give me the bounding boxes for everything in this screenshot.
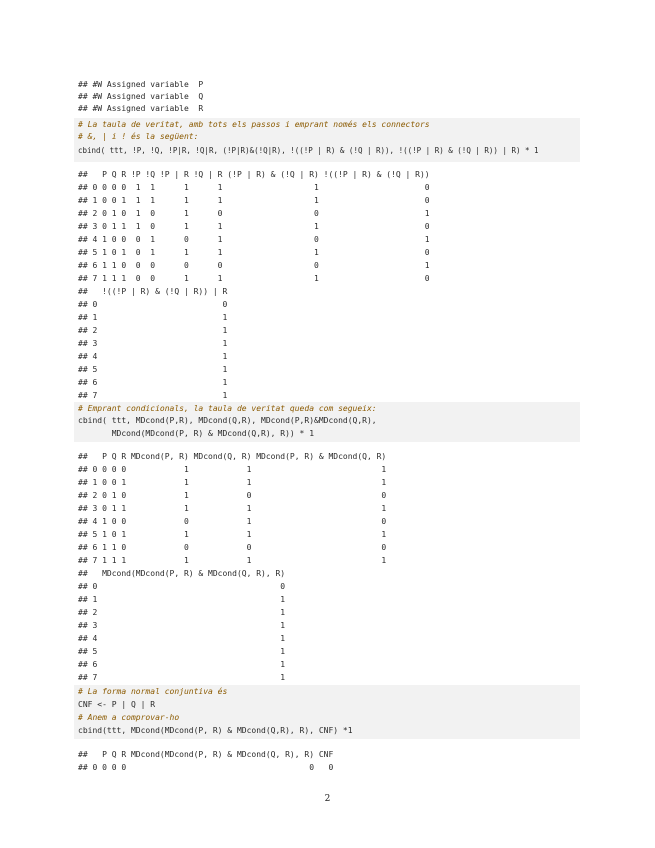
code-comment: # Anem a comprovar-ho bbox=[78, 713, 180, 722]
output-line: ## 0 0 0 0 1 1 1 bbox=[78, 465, 387, 474]
output-line: ## 6 1 1 0 0 0 0 0 0 1 bbox=[78, 261, 430, 270]
page-number: 2 bbox=[324, 794, 331, 804]
output-line: ## P Q R MDcond(MDcond(P, R) & MDcond(Q, R), R) CNF bbox=[78, 750, 334, 759]
output-line: ## 0 0 0 0 1 1 1 1 1 0 bbox=[78, 183, 430, 192]
code-line: MDcond(MDcond(P, R) & MDcond(Q,R), R)) * 1 bbox=[78, 429, 315, 438]
code-line: cbind( ttt, !P, !Q, !P|R, !Q|R, (!P|R)&(!Q|R), !((!P | R) & (!Q | R)), !((!P | R) & (!Q | R)) | R) * 1 bbox=[78, 146, 539, 155]
output-line: ## #W Assigned variable R bbox=[78, 104, 204, 113]
output-line: ## 0 0 bbox=[78, 582, 286, 591]
output-line: ## 5 1 0 1 1 1 1 bbox=[78, 530, 387, 539]
output-line: ## 7 1 1 1 0 0 1 1 1 0 bbox=[78, 274, 430, 283]
output-line: ## 1 1 bbox=[78, 595, 286, 604]
output-line: ## 4 1 0 0 0 1 0 1 0 1 bbox=[78, 235, 430, 244]
output-line: ## 6 1 bbox=[78, 378, 228, 387]
output-line: ## MDcond(MDcond(P, R) & MDcond(Q, R), R) bbox=[78, 569, 286, 578]
output-line: ## #W Assigned variable P bbox=[78, 80, 204, 89]
code-line: cbind( ttt, MDcond(P,R), MDcond(Q,R), MDcond(P,R)&MDcond(Q,R), bbox=[78, 416, 377, 425]
output-line: ## 1 1 bbox=[78, 313, 228, 322]
output-line: ## 4 1 bbox=[78, 352, 228, 361]
output-line: ## P Q R MDcond(P, R) MDcond(Q, R) MDcond(P, R) & MDcond(Q, R) bbox=[78, 452, 387, 461]
code-line: cbind(ttt, MDcond(MDcond(P, R) & MDcond(Q,R), R), CNF) *1 bbox=[78, 726, 353, 735]
code-comment: # &, | i ! és la següent: bbox=[78, 132, 199, 141]
output-line: ## 5 1 bbox=[78, 365, 228, 374]
code-line: CNF <- P | Q | R bbox=[78, 700, 156, 709]
output-line: ## 2 0 1 0 1 0 1 0 0 1 bbox=[78, 209, 430, 218]
output-line: ## 2 0 1 0 1 0 0 bbox=[78, 491, 387, 500]
output-line: ## 0 0 bbox=[78, 300, 228, 309]
output-line: ## 3 0 1 1 1 1 1 bbox=[78, 504, 387, 513]
output-line: ## 7 1 1 1 1 1 1 bbox=[78, 556, 387, 565]
code-comment: # La taula de veritat, amb tots els passos i emprant només els connectors bbox=[78, 120, 430, 129]
output-line: ## 3 0 1 1 1 0 1 1 1 0 bbox=[78, 222, 430, 231]
output-line: ## !((!P | R) & (!Q | R)) | R bbox=[78, 287, 228, 296]
output-line: ## 4 1 bbox=[78, 634, 286, 643]
output-line: ## 0 0 0 0 0 0 bbox=[78, 763, 334, 772]
output-line: ## 1 0 0 1 1 1 1 1 1 0 bbox=[78, 196, 430, 205]
output-line: ## 6 1 1 0 0 0 0 bbox=[78, 543, 387, 552]
output-line: ## #W Assigned variable Q bbox=[78, 92, 204, 101]
output-line: ## 7 1 bbox=[78, 391, 228, 400]
output-line: ## 2 1 bbox=[78, 326, 228, 335]
output-line: ## 6 1 bbox=[78, 660, 286, 669]
code-comment: # La forma normal conjuntiva és bbox=[78, 687, 228, 696]
output-line: ## 7 1 bbox=[78, 673, 286, 682]
output-line: ## 3 1 bbox=[78, 339, 228, 348]
code-comment: # Emprant condicionals, la taula de veritat queda com segueix: bbox=[78, 404, 377, 413]
output-line: ## 3 1 bbox=[78, 621, 286, 630]
output-line: ## 4 1 0 0 0 1 0 bbox=[78, 517, 387, 526]
output-line: ## 1 0 0 1 1 1 1 bbox=[78, 478, 387, 487]
output-line: ## 2 1 bbox=[78, 608, 286, 617]
output-line: ## P Q R !P !Q !P | R !Q | R (!P | R) & (!Q | R) !((!P | R) & (!Q | R)) bbox=[78, 170, 430, 179]
output-line: ## 5 1 bbox=[78, 647, 286, 656]
output-line: ## 5 1 0 1 0 1 1 1 1 0 bbox=[78, 248, 430, 257]
